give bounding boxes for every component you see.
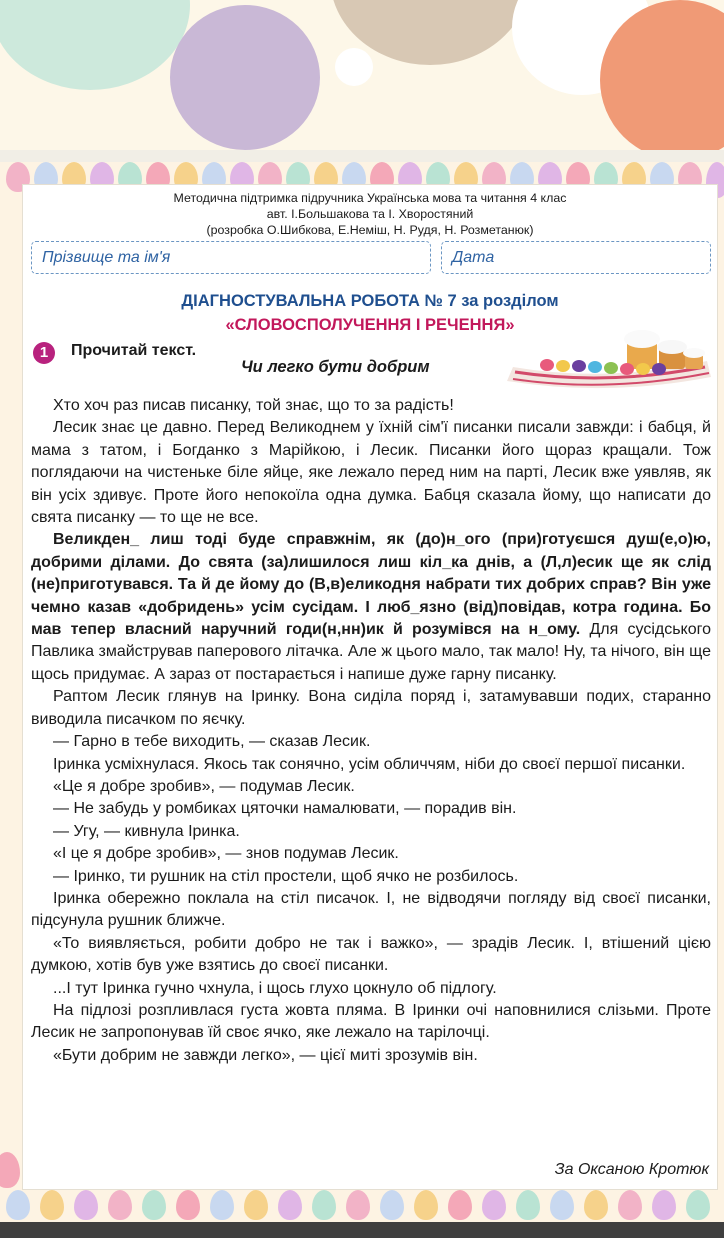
story-paragraph: «І це я добре зробив», — знов подумав Лесик.: [53, 845, 399, 863]
egg-decoration: [244, 1190, 268, 1220]
egg-decoration: [652, 1190, 676, 1220]
egg-decoration: [278, 1190, 302, 1220]
egg-decoration: [550, 1190, 574, 1220]
egg-decoration: [74, 1190, 98, 1220]
story-paragraph: [31, 529, 711, 686]
story-paragraph: «Це я добре зробив», — подумав Лесик.: [53, 777, 355, 795]
story-paragraph: Лесик знає це давно. Перед Великоднем у їхній сім'ї писанки писали завжди: і бабця, й мама з татом, і Богданко з Марійкою, і Лесик. Писанки його щораз кращали. Тож поглядаючи на чистеньке біле яйце, яке лежало перед ним на парті, Лесик вже уявляв, як він усіх здивує. Проте його непокоїла одна думка. Бабця сказала йому, що написати до свята писанку — то ще не все.: [31, 419, 711, 527]
egg-decoration: [210, 1190, 234, 1220]
egg-decoration: [0, 1152, 20, 1188]
egg-decoration: [312, 1190, 336, 1220]
story-paragraph: «Бути добрим не завжди легко», — цієї миті зрозумів він.: [53, 1046, 478, 1064]
story-paragraph: ...І тут Іринка гучно чхнула, і щось глухо цокнуло об підлогу.: [53, 979, 497, 997]
date-field[interactable]: [441, 241, 711, 274]
bottom-bar: [0, 1222, 724, 1238]
story-paragraph: На підлозі розпливлася густа жовта пляма. В Іринки очі наповнилися слізьми. Проте Лесик не запропонував їй своє ячко, яке лежало на тарілочці.: [31, 1001, 711, 1042]
header-developers-line: (розробка О.Шибкова, Е.Неміш, Н. Рудя, Н. Розметанюк): [206, 223, 534, 237]
worksheet-page: [22, 184, 718, 1190]
story-author: За Оксаною Кротюк: [554, 1161, 709, 1178]
deco-circle-white: [335, 48, 373, 86]
egg-decoration: [482, 1190, 506, 1220]
section-title: «СЛОВОСПОЛУЧЕННЯ І РЕЧЕННЯ»: [225, 316, 515, 334]
deco-circle-lilac: [170, 5, 320, 150]
egg-decoration: [584, 1190, 608, 1220]
story-paragraph: Іринка усміхнулася. Якось так сонячно, усім обличчям, ніби до своєї першої писанки.: [53, 755, 686, 773]
story-paragraph: Хто хоч раз писав писанку, той знає, що то за радість!: [53, 397, 454, 414]
egg-decoration: [516, 1190, 540, 1220]
deco-circle-mint: [0, 0, 190, 90]
date-field-label: Дата: [452, 249, 495, 266]
egg-decoration: [686, 1190, 710, 1220]
story-paragraph: — Іринко, ти рушник на стіл простели, щоб ячко не розбилось.: [53, 867, 519, 885]
header-authors-line: авт. І.Большакова та І. Хворостяний: [266, 207, 474, 221]
egg-decoration: [6, 1190, 30, 1220]
story-paragraph: «То виявляється, робити добро не так і важко», — зрадів Лесик. І, втішений цією думкою, хотів був уже взятись до своєї писанки.: [31, 934, 711, 975]
story-text: [31, 395, 711, 1067]
story-paragraph: — Угу, — кивнула Іринка.: [53, 822, 240, 840]
egg-decoration: [414, 1190, 438, 1220]
story-title: Чи легко бути добрим: [241, 358, 430, 376]
egg-decoration: [108, 1190, 132, 1220]
task-number-badge: 1: [33, 342, 55, 364]
work-title: ДІАГНОСТУВАЛЬНА РОБОТА № 7 за розділом: [181, 292, 559, 310]
divider-band: [0, 150, 724, 162]
story-paragraph: — Не забудь у ромбиках цяточки намалювати, — порадив він.: [53, 800, 517, 818]
egg-decoration: [40, 1190, 64, 1220]
header-textbook-line: Методична підтримка підручника Українська мова та читання 4 клас: [173, 191, 567, 205]
task-instruction: Прочитай текст.: [71, 342, 197, 359]
egg-decoration: [448, 1190, 472, 1220]
name-field[interactable]: [31, 241, 431, 274]
story-paragraph: Іринка обережно поклала на стіл писачок. І, не відводячи погляду від своєї писанки, підсунула рушник ближче.: [31, 889, 711, 930]
story-paragraph-rest: Для сусідського Павлика змайстрував паперового літачка. Але ж цього мало, так мало! Ну, та нічого, він ще щось придумає. А зараз от постарається і напише дуже гарну писанку.: [31, 621, 712, 683]
egg-decoration: [618, 1190, 642, 1220]
story-paragraph: — Гарно в тебе виходить, — сказав Лесик.: [53, 733, 371, 751]
exercise-bold-text: Великден_ лиш тоді буде справжнім, як (до)н_ого (при)готуєшся душ(е,о)ю, добрими ділами. До свята (за)лишилося лиш кіл_ка днів, а (Л,л)есик ще як слід (не)приготувався. Та й де йому до (В,в)еликодня набрати тих добрих справ? Він уже чемно казав «добридень» усім сусідам. І люб_язно (від)повідав, котра година. Бо мав тепер власний наручний годи(н,нн)ик й розумівся на н_ому.: [31, 531, 711, 639]
story-paragraph: Раптом Лесик глянув на Іринку. Вона сиділа поряд і, затамувавши подих, старанно виводила писачком по яєчку.: [31, 688, 711, 728]
top-decoration: [0, 0, 724, 150]
egg-decoration: [346, 1190, 370, 1220]
name-field-label: Прізвище та ім'я: [42, 249, 171, 266]
egg-decoration: [380, 1190, 404, 1220]
egg-decoration: [176, 1190, 200, 1220]
egg-decoration: [142, 1190, 166, 1220]
easter-basket-illustration: [507, 323, 711, 393]
